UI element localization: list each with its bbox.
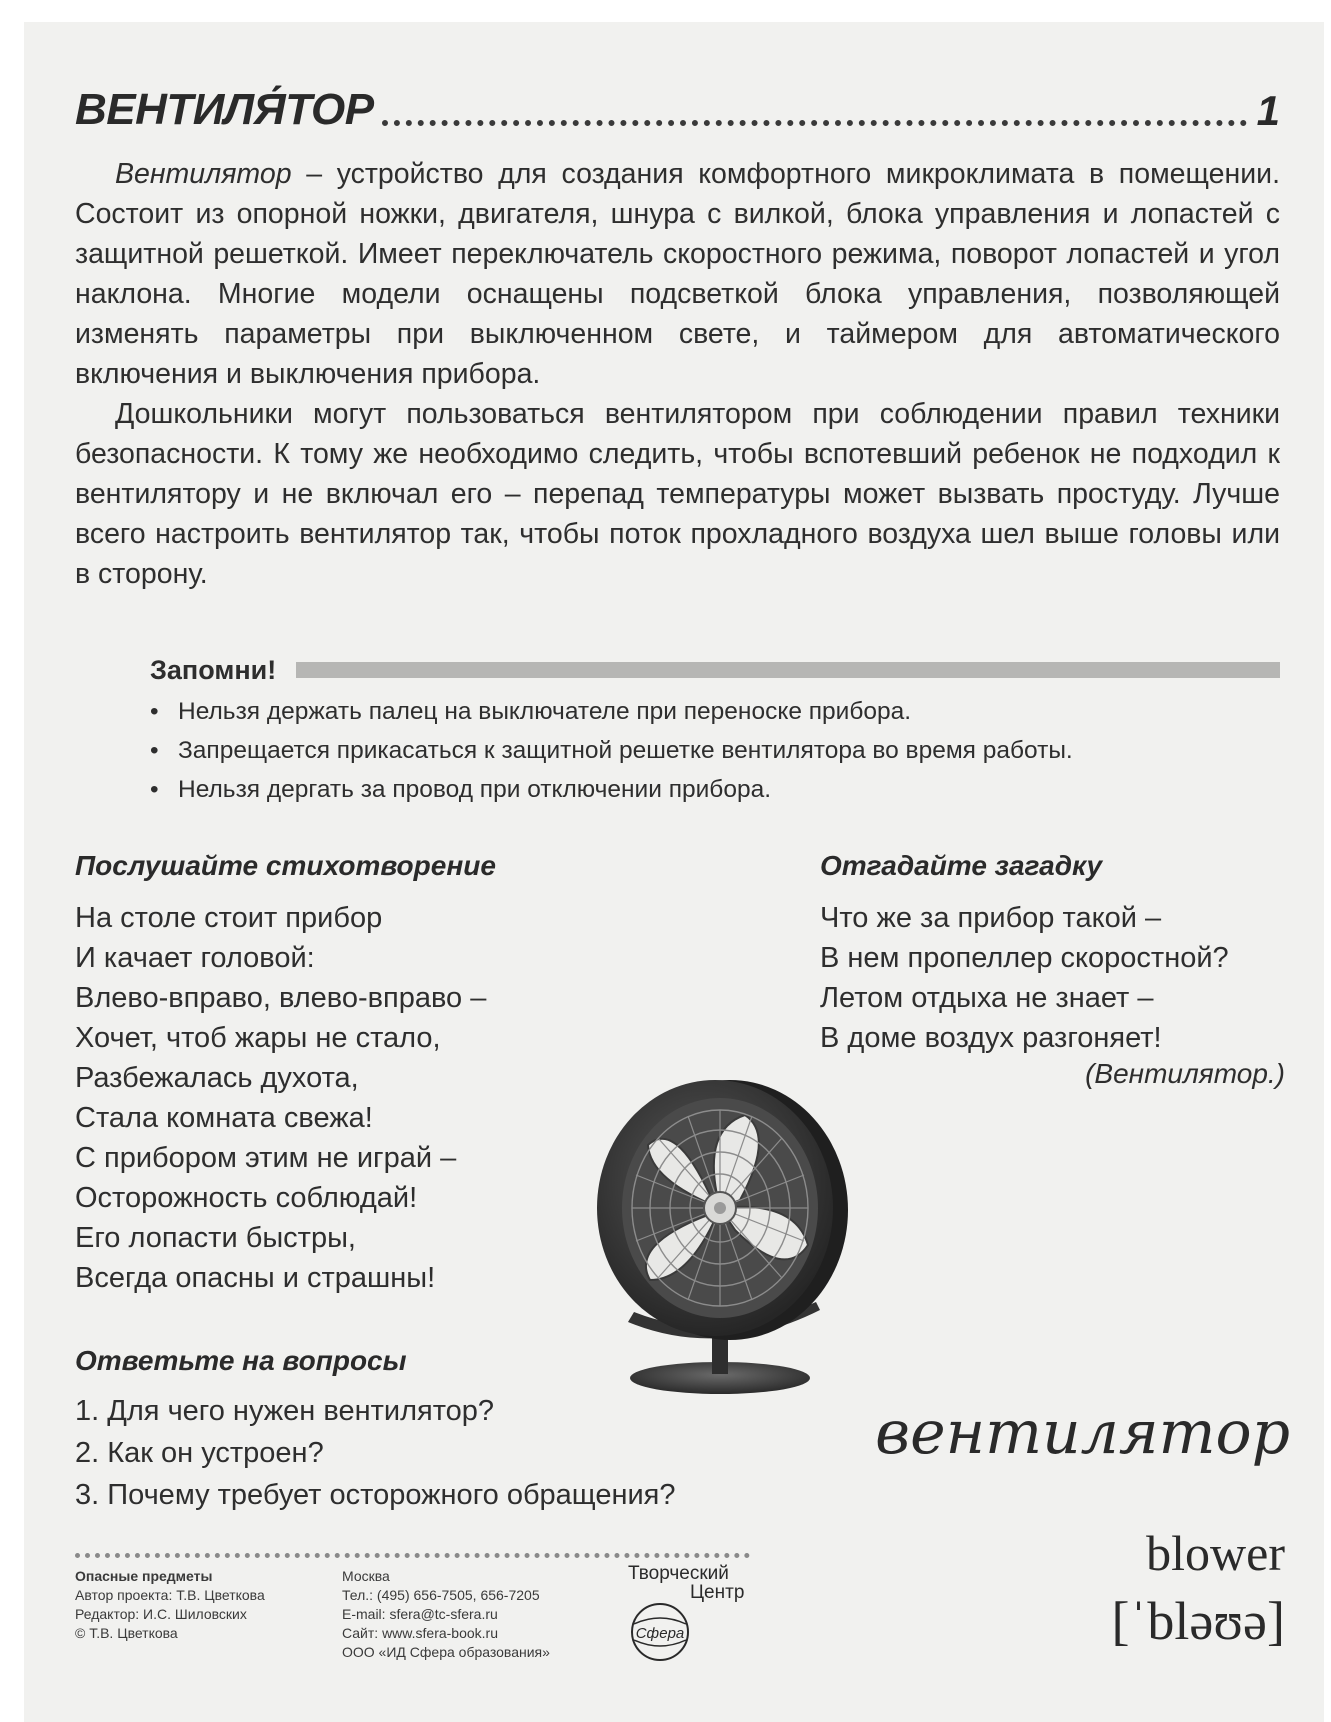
footer-line: Сайт: www.sfera-book.ru [342,1625,498,1641]
poem-line: Хочет, чтоб жары не стало, [75,1022,441,1054]
question-item: 1. Для чего нужен вентилятор? [75,1395,495,1427]
handwritten-word: вентилятор [875,1398,1290,1468]
english-word: blower [1146,1525,1285,1581]
remember-item-text: Нельзя держать палец на выключателе при переноске прибора. [178,698,912,725]
page-number: 1 [1256,87,1280,134]
question-item: 2. Как он устроен? [75,1437,324,1469]
poem-line: Его лопасти быстры, [75,1222,356,1254]
intro-text [75,154,1280,594]
intro-paragraph-1-text: – устройство для создания комфортного микроклимата в помещении. Состоит из опорной ножки, двигателя, шнура с вилкой, блока управления и лопастей с защитной решеткой. Имеет переключатель скоростного режима, поворот лопастей и угол наклона. Многие модели оснащены подсветкой блока управления, позволяющей изменять параметры при выключенном свете, и таймером для автоматического включения и выключения прибора. [75,158,1280,390]
poem-line: И качает головой: [75,942,315,974]
riddle-line: В доме воздух разгоняет! [820,1022,1162,1054]
questions-list [75,1390,676,1516]
footer-line: E-mail: sfera@tc-sfera.ru [342,1606,498,1622]
remember-item-text: Нельзя дергать за провод при отключении прибора. [178,776,772,803]
poem-line: Разбежалась духота, [75,1062,359,1094]
english-transcription: [ˈbləʊə] [1111,1591,1285,1651]
list-item [150,770,1280,809]
remember-header [150,650,1280,690]
intro-term: Вентилятор [115,158,292,190]
poem-line: Влево-вправо, влево-вправо – [75,982,487,1014]
poem-line: Осторожность соблюдай! [75,1182,418,1214]
footer-credits [75,1567,265,1643]
fan-illustration [570,1060,870,1400]
footer-contacts [342,1567,550,1662]
title-leader-dots [382,120,1247,126]
footer-line: Редактор: И.С. Шиловских [75,1606,247,1622]
bullet-icon: • [150,776,159,803]
riddle-lines [820,898,1229,1058]
publisher-logo-line-2: Центр [690,1582,745,1603]
riddle-line: В нем пропеллер скоростной? [820,942,1229,974]
poem-line: С прибором этим не играй – [75,1142,457,1174]
riddle-heading: Отгадайте загадку [820,850,1103,881]
bullet-icon: • [150,698,159,725]
question-item: 3. Почему требует осторожного обращения? [75,1479,676,1511]
footer-line: ООО «ИД Сфера образования» [342,1644,550,1660]
footer-line: Автор проекта: Т.В. Цветкова [75,1587,265,1603]
remember-title: Запомни! [150,654,277,685]
questions-heading: Ответьте на вопросы [75,1345,407,1376]
riddle-line: Что же за прибор такой – [820,902,1162,934]
intro-paragraph-1 [75,154,1280,394]
page-title: ВЕНТИЛЯ́ТОР [75,85,374,134]
footer-line: Москва [342,1568,390,1584]
intro-paragraph-2: Дошкольники могут пользоваться вентилятором при соблюдении правил техники безопасности. К тому же необходимо следить, чтобы вспотевший ребенок не подходил к вентилятору и не включал его – перепад температуры может вызвать простуду. Лучше всего настроить вентилятор так, чтобы поток прохладного воздуха шел выше головы или в сторону. [75,398,1280,590]
riddle-answer: (Вентилятор.) [1085,1058,1285,1089]
title-row [75,72,1280,132]
footer-line: © Т.В. Цветкова [75,1625,178,1641]
remember-block [150,650,1280,809]
poem-heading: Послушайте стихотворение [75,850,496,881]
remember-list [150,692,1280,809]
poem-line: На столе стоит прибор [75,902,383,934]
footer-divider [75,1553,750,1558]
poem-lines [75,898,486,1298]
poem-line: Всегда опасны и страшны! [75,1262,436,1294]
series-title [75,1567,265,1586]
list-item [150,731,1280,770]
bullet-icon: • [150,737,159,764]
remember-divider-bar [296,662,1280,678]
publisher-logo-line-1: Творческий [628,1563,729,1584]
remember-item-text: Запрещается прикасаться к защитной решетке вентилятора во время работы. [178,737,1073,764]
publisher-logo-mark: Сфера [635,1625,685,1642]
riddle-line: Летом отдыха не знает – [820,982,1154,1014]
publisher-logo [622,1562,757,1662]
footer-line: Тел.: (495) 656-7505, 656-7205 [342,1587,540,1603]
list-item [150,692,1280,731]
poem-line: Стала комната свежа! [75,1102,373,1134]
series-title-text: Опасные предметы [75,1568,213,1584]
